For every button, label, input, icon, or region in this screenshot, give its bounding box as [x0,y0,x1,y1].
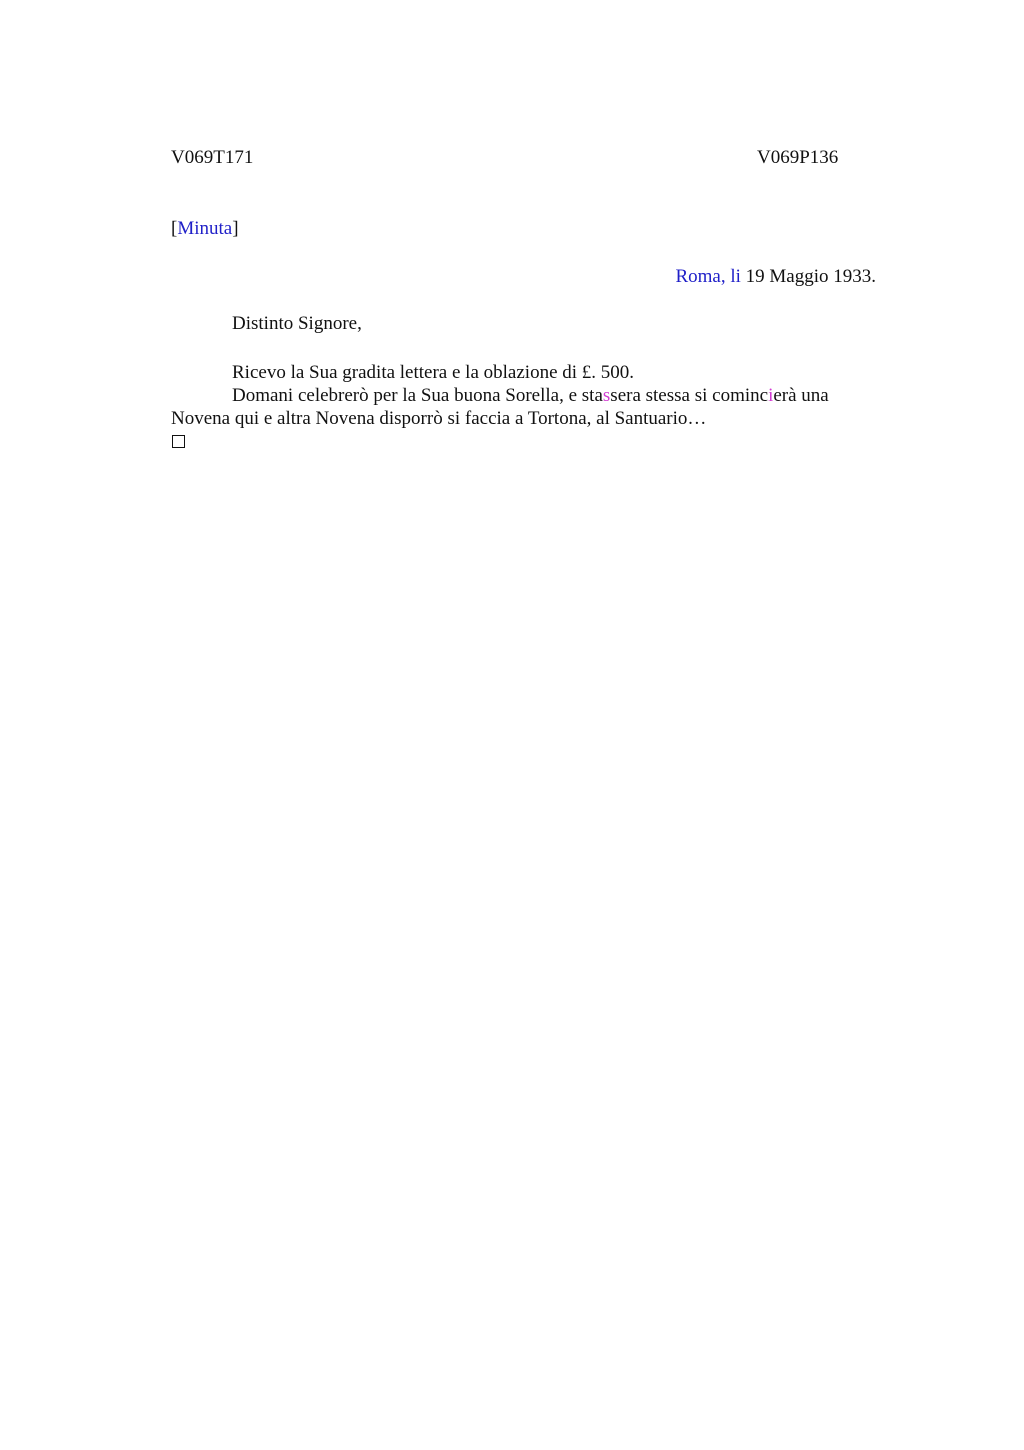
letter-date [675,265,876,289]
date-value: 19 Maggio 1933. [740,266,876,287]
correction-letter-s: s [602,385,611,406]
minuta-label: Minuta [177,218,233,239]
paragraph-1: Ricevo la Sua gradita lettera e la oblazione di £. 500. [232,362,635,383]
document-code-left: V069T171 [171,147,254,168]
correction-letter-i: i [768,385,774,406]
date-place: Roma, li [675,266,741,287]
salutation: Distinto Signore, [232,313,362,334]
close-bracket: ] [232,218,239,239]
paragraph-2-line-2: Novena qui e altra Novena disporrò si faccia a Tortona, al Santuario… [171,408,707,429]
document-code-right: V069P136 [757,147,839,168]
open-bracket: [ [171,218,178,239]
paragraph-2-text-e: erà una [773,385,829,406]
paragraph-2-line-1 [232,384,829,408]
paragraph-2-text-a: Domani celebrerò per la Sua buona Sorella, e sta [232,385,603,406]
minuta-note [171,217,239,241]
end-of-document-box [172,435,185,448]
paragraph-2-text-c: sera stessa si cominc [610,385,769,406]
